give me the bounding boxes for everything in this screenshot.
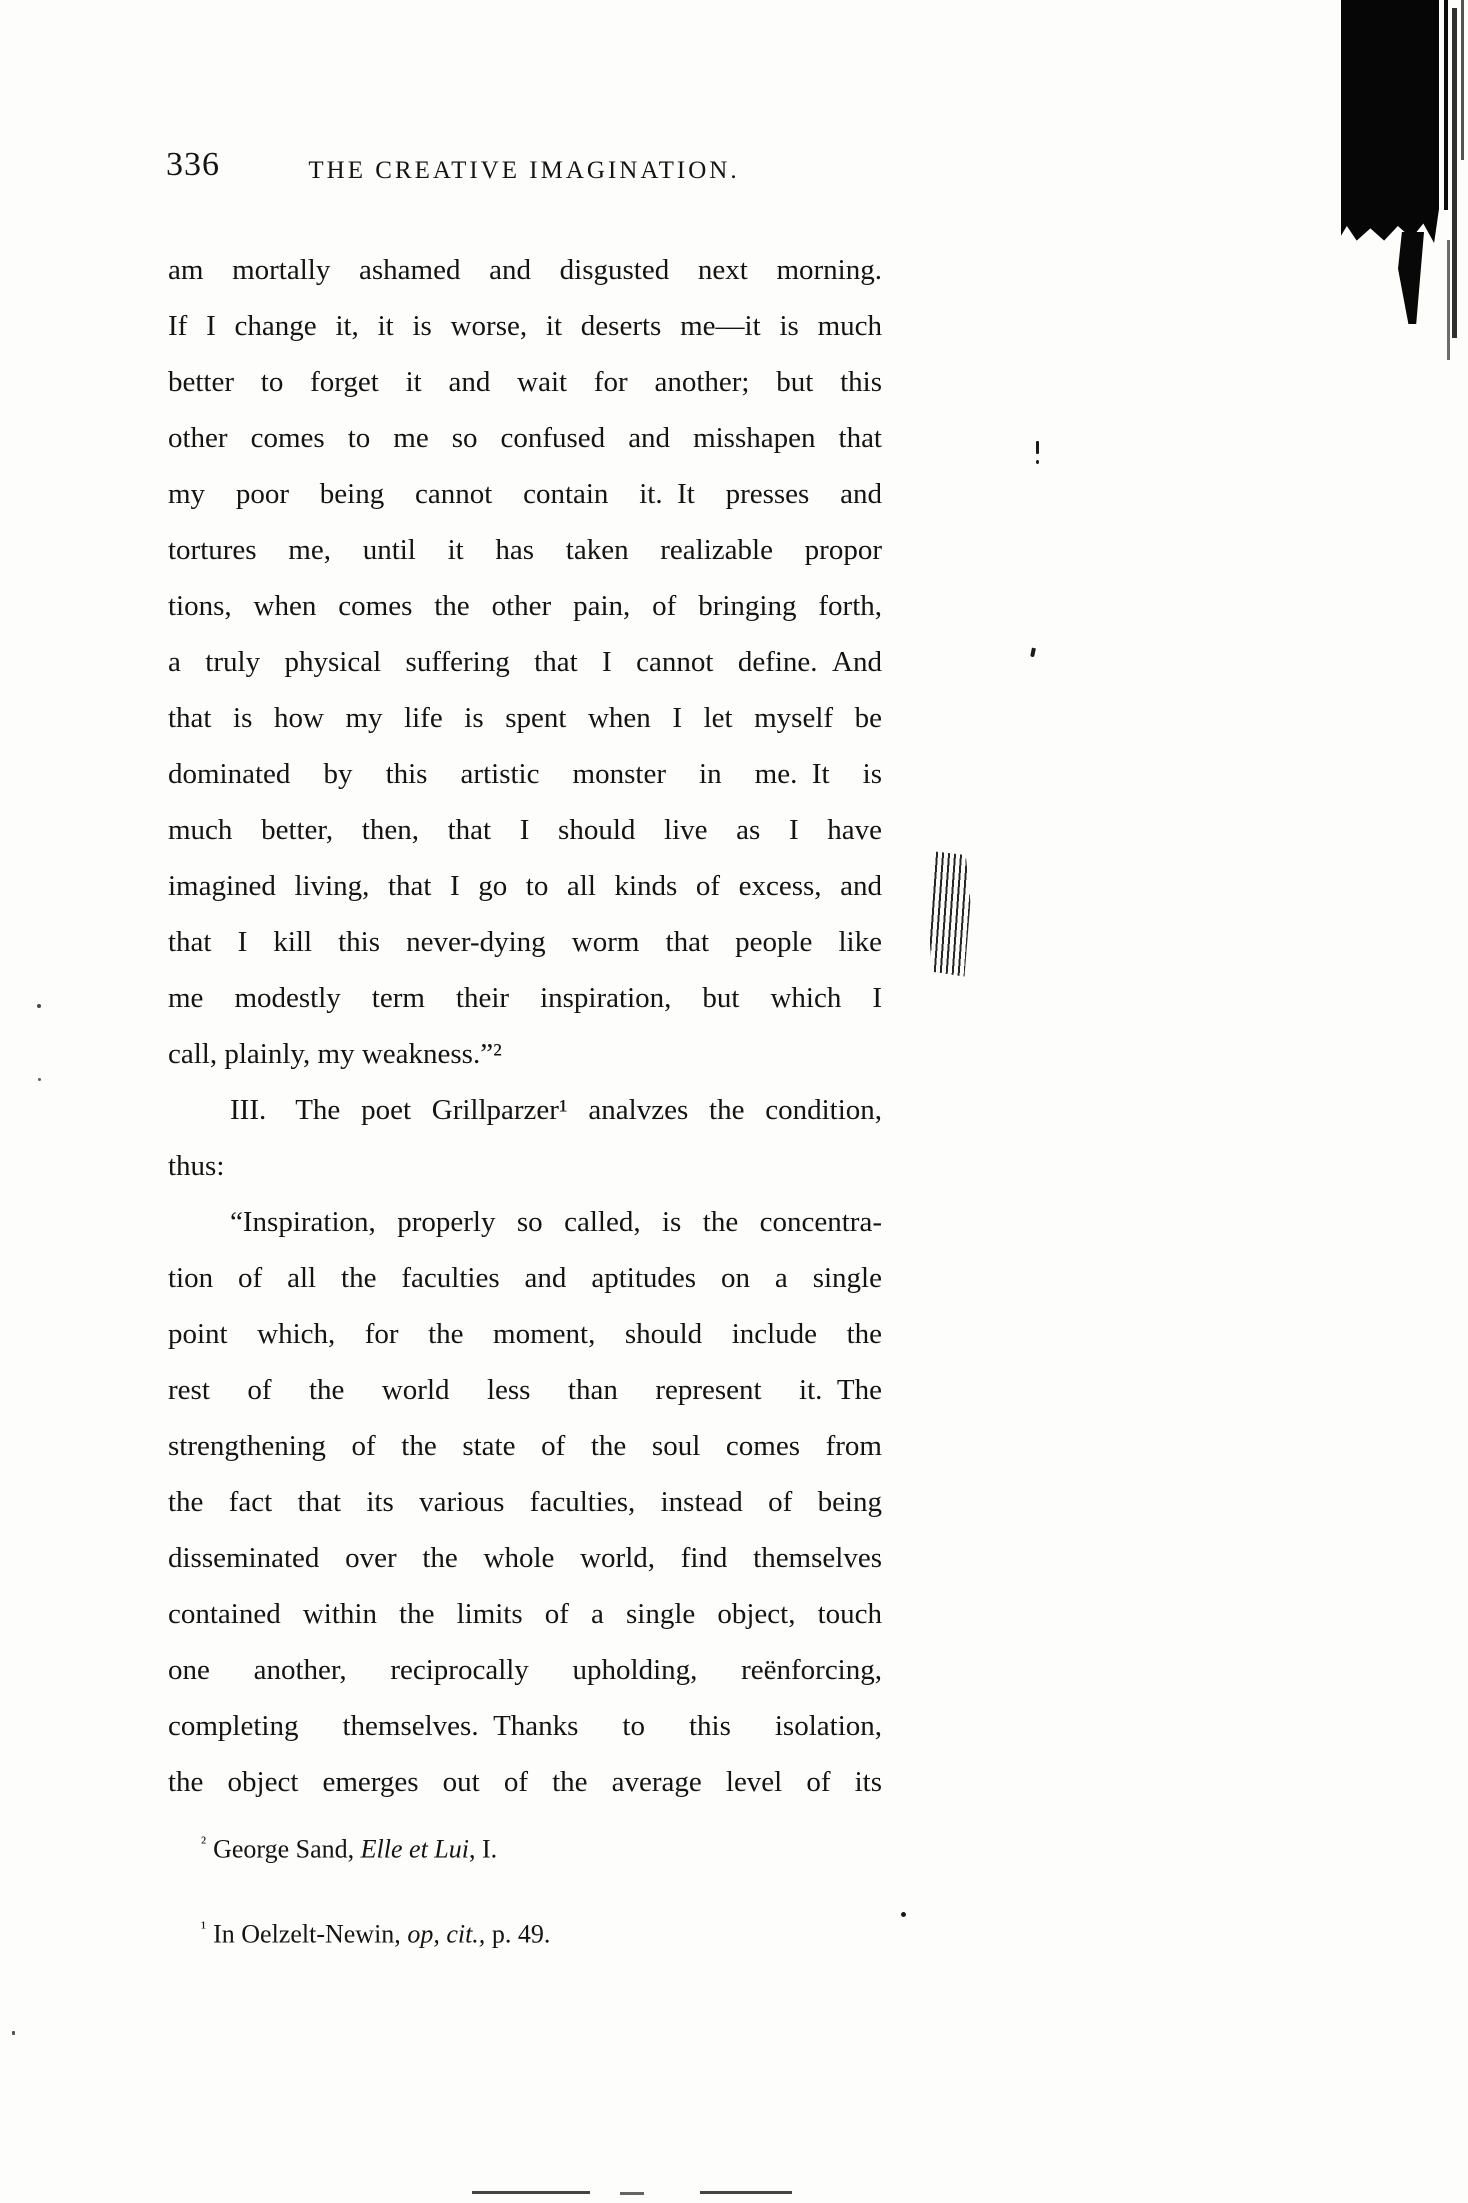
paragraph-section-three <box>168 1082 882 1194</box>
text-line: me modestly term their inspiration, but which I <box>168 982 882 1014</box>
footnote-text: p. 49. <box>485 1919 551 1949</box>
text-line: am mortally ashamed and disgusted next morning. <box>168 254 882 286</box>
text-line: the object emerges out of the average level of its <box>168 1766 882 1798</box>
footnote-text: In Oelzelt-Newin, <box>213 1919 408 1949</box>
text-line: If I change it, it is worse, it deserts me—it is much <box>168 310 882 342</box>
speck-artifact <box>37 1004 41 1008</box>
text-line: other comes to me so confused and misshapen that <box>168 422 882 454</box>
text-line: rest of the world less than represent it. The <box>168 1374 882 1406</box>
text-line: strengthening of the state of the soul comes from <box>168 1430 882 1462</box>
ink-blob-artifact <box>1341 0 1439 243</box>
text-line: my poor being cannot contain it. It presses and <box>168 478 882 510</box>
page-bottom-edge-artifact <box>620 2192 644 2195</box>
text-line: completing themselves. Thanks to this isolation, <box>168 1710 882 1742</box>
speck-artifact <box>1030 648 1036 658</box>
text-line: tortures me, until it has taken realizable propor <box>168 534 882 566</box>
text-line: thus: <box>168 1150 225 1182</box>
text-line: call, plainly, my weakness.”² <box>168 1038 502 1070</box>
paragraph-quote-sand <box>168 242 882 1082</box>
text-line: tions, when comes the other pain, of bringing forth, <box>168 590 882 622</box>
text-line: “Inspiration, properly so called, is the concentra- <box>230 1206 882 1238</box>
footnote-marker: ¹ <box>201 1917 207 1937</box>
speck-artifact <box>1036 460 1039 464</box>
speck-artifact <box>901 1912 906 1917</box>
footnote-italic-title: op, cit., <box>407 1919 486 1949</box>
paragraph-quote-grillparzer <box>168 1194 882 1810</box>
scan-streak-artifact <box>1452 8 1457 338</box>
footnote-italic-title: Elle et Lui <box>360 1834 469 1864</box>
page-number: 336 <box>166 146 220 183</box>
footnote-text: , I. <box>468 1834 498 1864</box>
page-bottom-edge-artifact <box>472 2191 590 2194</box>
text-line: point which, for the moment, should include the <box>168 1318 882 1350</box>
text-line: that is how my life is spent when I let myself be <box>168 702 882 734</box>
footnote-marker: ² <box>201 1833 207 1852</box>
text-line: that I kill this never-dying worm that people like <box>168 926 882 958</box>
text-line: imagined living, that I go to all kinds of excess, and <box>168 870 882 902</box>
hatch-smudge-artifact <box>926 851 972 976</box>
page-bottom-edge-artifact <box>700 2191 792 2194</box>
text-line: the fact that its various faculties, instead of being <box>168 1486 882 1518</box>
text-line: much better, then, that I should live as I have <box>168 814 882 846</box>
footnote-text: George Sand, <box>213 1834 361 1864</box>
text-line: one another, reciprocally upholding, reënforcing, <box>168 1654 882 1686</box>
footnote-sand <box>201 1826 550 1867</box>
text-block <box>168 242 882 1810</box>
scan-streak-artifact <box>1444 0 1448 210</box>
ink-tail-artifact <box>1398 232 1424 324</box>
scan-streak-artifact <box>1447 240 1450 360</box>
speck-artifact <box>12 2031 15 2035</box>
speck-artifact <box>38 1078 41 1081</box>
running-title: THE CREATIVE IMAGINATION. <box>308 157 740 184</box>
speck-artifact <box>1036 441 1039 454</box>
text-line: a truly physical suffering that I cannot define. And <box>168 646 882 678</box>
text-line: contained within the limits of a single object, touch <box>168 1598 882 1630</box>
text-line: better to forget it and wait for another; but this <box>168 366 882 398</box>
footnotes <box>201 1826 550 1995</box>
scan-streak-artifact <box>1461 0 1464 160</box>
text-line: tion of all the faculties and aptitudes on a single <box>168 1262 882 1294</box>
text-line: dominated by this artistic monster in me. It is <box>168 758 882 790</box>
text-line: III. The poet Grillparzer¹ analvzes the condition, <box>230 1094 882 1126</box>
text-line: disseminated over the whole world, find themselves <box>168 1542 882 1574</box>
footnote-oelzelt <box>201 1911 550 1952</box>
